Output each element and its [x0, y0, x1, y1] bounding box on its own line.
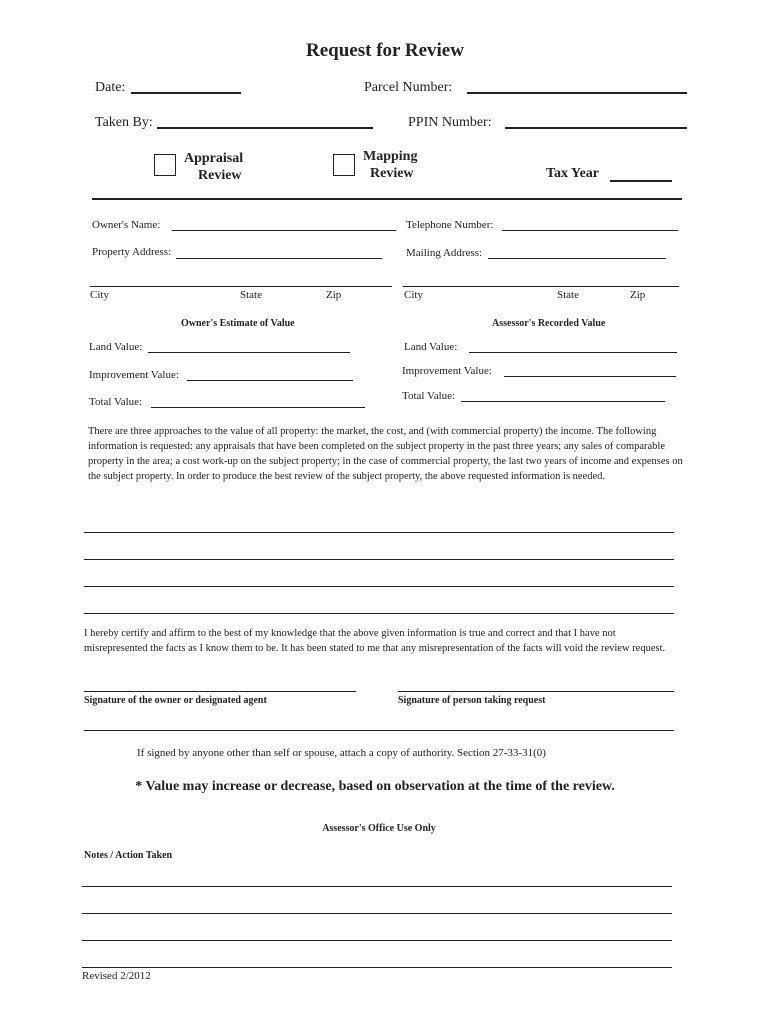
date-field[interactable] — [131, 77, 239, 93]
property-zip-label: Zip — [326, 289, 342, 301]
owner-signature-field[interactable] — [84, 675, 354, 691]
revision-date: Revised 2/2012 — [82, 970, 151, 982]
authority-note: If signed by anyone other than self or spouse, attach a copy of authority. Section 27-33-31(0) — [137, 747, 546, 759]
owner-improvement-value-line — [187, 380, 353, 381]
parcel-number-line — [467, 92, 687, 94]
mailing-address-line — [488, 258, 666, 259]
appraisal-review-label-2: Review — [198, 168, 242, 183]
response-line-4 — [84, 613, 674, 614]
owners-name-line — [172, 230, 396, 231]
mailing-city-state-zip-field[interactable] — [403, 270, 677, 286]
certification-paragraph: I hereby certify and affirm to the best of my knowledge that the above given information is true and correct and that I have not misrepresented the facts as I know them to be. It has been stated to me that any misrepresentation of the facts will void the review request. — [84, 628, 666, 654]
owner-estimate-heading: Owner's Estimate of Value — [181, 318, 295, 329]
assessor-total-value-line — [461, 401, 665, 402]
taken-by-field[interactable] — [157, 112, 371, 128]
owner-land-value-label: Land Value: — [89, 341, 143, 353]
property-address-field[interactable] — [176, 243, 380, 259]
mapping-review-checkbox[interactable] — [333, 154, 355, 176]
office-use-heading: Assessor's Office Use Only — [322, 823, 436, 834]
notes-line-4 — [82, 967, 672, 968]
notes-line-1 — [82, 886, 672, 887]
property-address-line — [176, 258, 382, 259]
assessor-improvement-value-line — [504, 376, 676, 377]
tax-year-field[interactable] — [610, 164, 670, 180]
person-signature-field[interactable] — [398, 675, 672, 691]
tax-year-label: Tax Year — [546, 166, 600, 181]
property-address-label: Property Address: — [92, 246, 172, 258]
value-disclaimer: * Value may increase or decrease, based on observation at the time of the review. — [135, 779, 615, 794]
appraisal-review-label-1: Appraisal — [184, 151, 244, 166]
assessor-land-value-label: Land Value: — [404, 341, 458, 353]
owner-signature-label: Signature of the owner or designated agent — [84, 695, 267, 706]
assessor-improvement-value-label: Improvement Value: — [402, 365, 492, 377]
owner-land-value-line — [148, 352, 350, 353]
assessor-recorded-heading: Assessor's Recorded Value — [492, 318, 606, 329]
appraisal-review-checkbox[interactable] — [154, 154, 176, 176]
mapping-review-label-2: Review — [370, 166, 414, 181]
signature-divider — [84, 730, 674, 731]
telephone-label: Telephone Number: — [406, 219, 494, 231]
property-city-state-zip-field[interactable] — [90, 270, 390, 286]
response-line-3 — [84, 586, 674, 587]
mapping-review-label-1: Mapping — [363, 149, 418, 164]
mailing-state-label: State — [557, 289, 579, 301]
ppin-number-line — [505, 127, 687, 129]
person-signature-label: Signature of person taking request — [398, 695, 546, 706]
mailing-zip-label: Zip — [630, 289, 646, 301]
assessor-total-value-label: Total Value: — [402, 390, 456, 402]
notes-action-label: Notes / Action Taken — [84, 850, 173, 861]
mailing-city-state-zip-line — [403, 286, 679, 287]
assessor-land-value-line — [469, 352, 677, 353]
information-request-paragraph: There are three approaches to the value of all property: the market, the cost, and (with commercial property) the income. The following information is requested: any appraisals that have been completed on the subject property in the past three years; any sales of comparable property in the area; a cost work-up on the subject property; in the case of commercial property, the last two years of income and expenses on the subject property. In order to produce the best review of the subject property, the above requested information is needed. — [88, 426, 683, 482]
response-line-1 — [84, 532, 674, 533]
telephone-line — [502, 230, 678, 231]
notes-line-3 — [82, 940, 672, 941]
date-line — [131, 92, 241, 94]
parcel-number-field[interactable] — [467, 77, 685, 93]
owners-name-label: Owner's Name: — [92, 219, 161, 231]
ppin-number-label: PPIN Number: — [408, 115, 492, 130]
owner-total-value-label: Total Value: — [89, 396, 143, 408]
section-divider — [92, 198, 682, 200]
parcel-number-label: Parcel Number: — [364, 80, 453, 95]
person-signature-line — [398, 691, 674, 692]
owner-signature-line — [84, 691, 356, 692]
property-state-label: State — [240, 289, 262, 301]
tax-year-line — [610, 180, 672, 182]
owner-total-value-line — [151, 407, 365, 408]
ppin-number-field[interactable] — [505, 112, 685, 128]
property-city-label: City — [90, 289, 109, 301]
property-city-state-zip-line — [90, 286, 392, 287]
date-label: Date: — [95, 80, 126, 95]
taken-by-label: Taken By: — [95, 115, 153, 130]
form-title: Request for Review — [306, 40, 464, 61]
notes-line-2 — [82, 913, 672, 914]
mailing-city-label: City — [404, 289, 423, 301]
response-line-2 — [84, 559, 674, 560]
mailing-address-label: Mailing Address: — [406, 247, 483, 259]
owner-improvement-value-label: Improvement Value: — [89, 369, 179, 381]
taken-by-line — [157, 127, 373, 129]
